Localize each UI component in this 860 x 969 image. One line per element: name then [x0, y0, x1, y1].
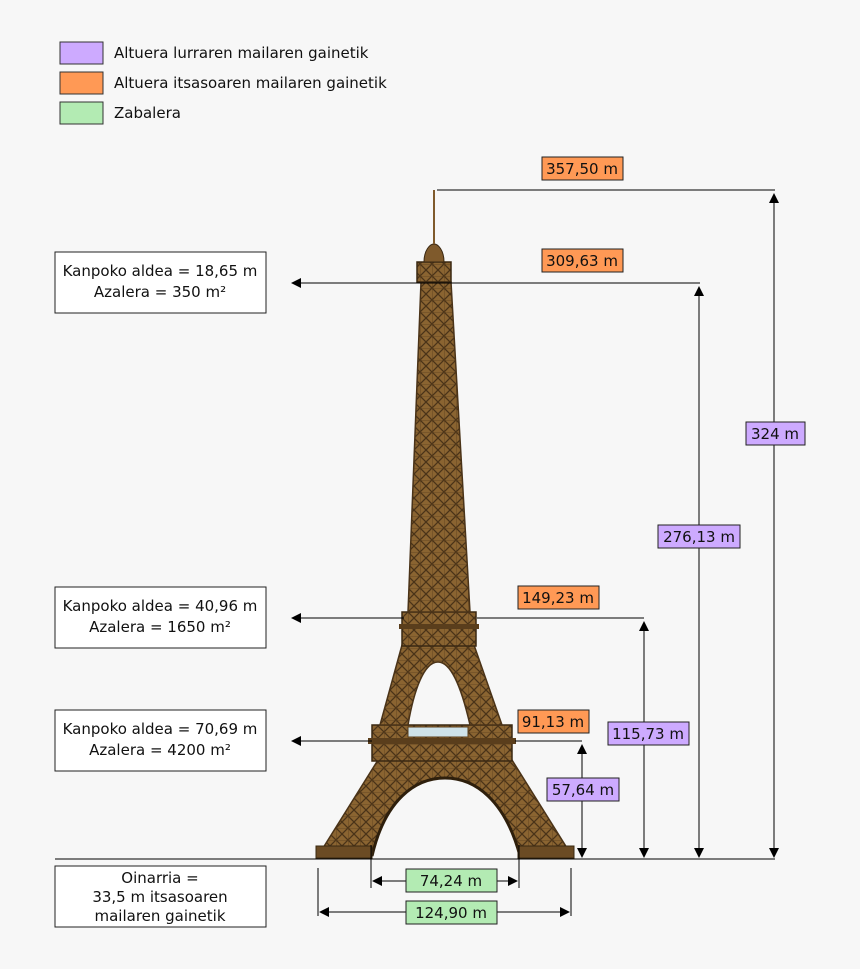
floor-second-area: Azalera = 1650 m² [89, 618, 231, 636]
ground-height-first-floor: 57,64 m [551, 781, 615, 799]
ground-height-total: 324 m [750, 425, 800, 443]
tower-foot-left [316, 846, 372, 858]
floor-box-second [55, 587, 266, 648]
tower-upper-shaft [408, 282, 470, 612]
tower-foot-right [518, 846, 574, 858]
floor-box-third [55, 252, 266, 313]
width-inner: 74,24 m [419, 872, 483, 890]
floor-third-area: Azalera = 350 m² [93, 283, 227, 301]
ground-height-third-floor: 276,13 m [663, 528, 735, 546]
legend-label-sea-height: Altuera itsasoaren mailaren gainetik [114, 74, 387, 92]
floor-first-perimeter: Kanpoko aldea = 70,69 m [62, 720, 258, 738]
tower-lower-legs [318, 760, 572, 856]
sea-height-third-floor: 309,63 m [546, 252, 618, 270]
tower-first-floor-windows [408, 727, 468, 737]
floor-box-first [55, 710, 266, 771]
floor-second-perimeter: Kanpoko aldea = 40,96 m [62, 597, 258, 615]
tower-second-floor-railing [399, 624, 479, 629]
base-line-1: Oinarria = [121, 869, 199, 887]
legend-swatch-width [60, 102, 103, 124]
base-box [55, 866, 266, 927]
legend-swatch-ground-height [60, 42, 103, 64]
ground-height-second-floor: 115,73 m [612, 725, 684, 743]
tower-top-platform [417, 262, 451, 282]
legend-swatch-sea-height [60, 72, 103, 94]
floor-third-perimeter: Kanpoko aldea = 18,65 m [62, 262, 258, 280]
tower-middle-legs [380, 645, 502, 725]
base-line-3: mailaren gainetik [94, 907, 226, 925]
legend-label-ground-height: Altuera lurraren mailaren gainetik [114, 44, 369, 62]
sea-height-first-floor: 91,13 m [521, 713, 585, 731]
legend-label-width: Zabalera [114, 104, 181, 122]
floor-first-area: Azalera = 4200 m² [89, 741, 231, 759]
tower-dome [424, 244, 444, 262]
tower-first-floor-railing [368, 738, 516, 744]
eiffel-tower-illustration [316, 190, 574, 858]
sea-height-second-floor: 149,23 m [522, 589, 594, 607]
width-outer: 124,90 m [415, 904, 487, 922]
legend [60, 42, 387, 124]
sea-height-top: 357,50 m [546, 160, 618, 178]
base-line-2: 33,5 m itsasoaren [92, 888, 228, 906]
